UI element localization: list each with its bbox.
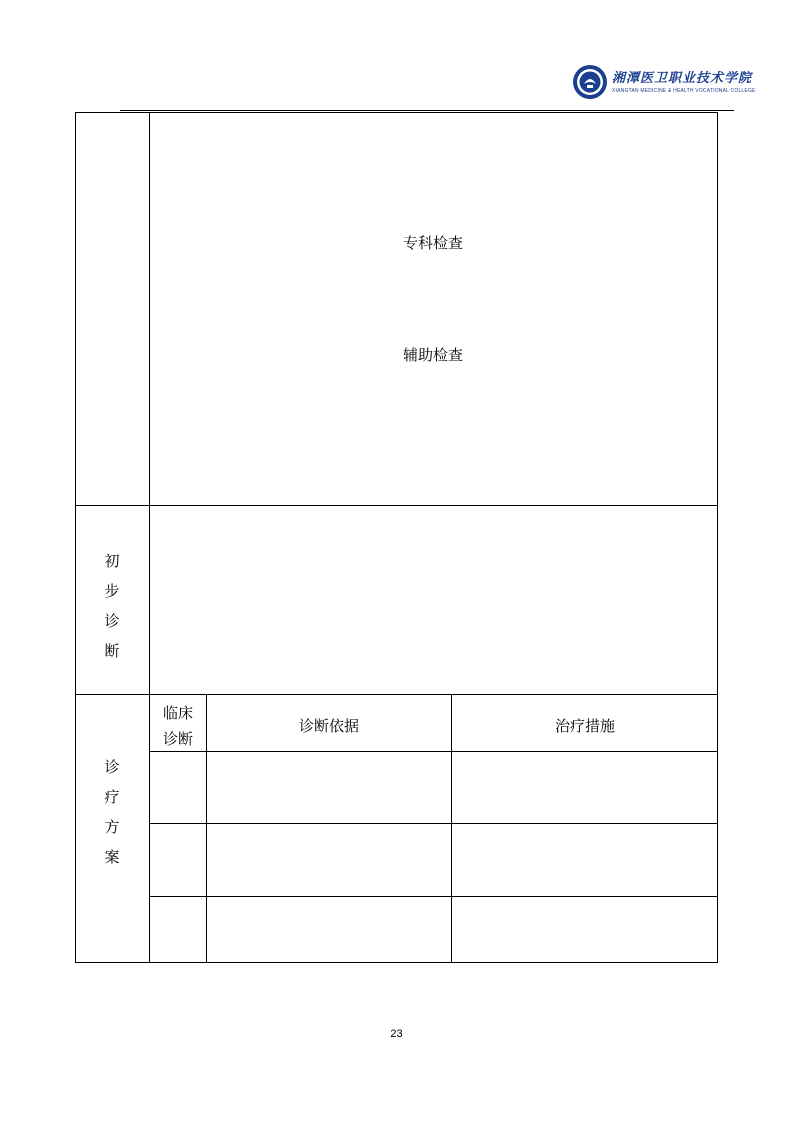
header-divider	[120, 110, 734, 111]
diagnosis-basis-header: 诊断依据	[298, 717, 360, 735]
preliminary-diagnosis-char-4: 断	[104, 642, 120, 660]
clinical-diagnosis-header-line1: 临床	[162, 704, 194, 722]
preliminary-diagnosis-char-3: 诊	[104, 612, 120, 630]
specialty-exam-heading: 专科检查	[402, 234, 464, 252]
treatment-measures-header: 治疗措施	[554, 717, 616, 735]
treatment-plan-char-2: 疗	[104, 788, 120, 806]
clinical-diagnosis-cell-2[interactable]	[150, 824, 206, 896]
page-number: 23	[390, 1028, 403, 1040]
preliminary-diagnosis-char-2: 步	[104, 582, 120, 600]
clinical-diagnosis-header-line2: 诊断	[162, 730, 194, 748]
college-logo	[572, 64, 756, 102]
treatment-plan-char-4: 案	[104, 848, 120, 866]
auxiliary-exam-heading: 辅助检查	[402, 346, 464, 364]
table-bottom-border	[75, 962, 718, 963]
row-divider-diagnosis	[75, 694, 718, 695]
diagnosis-basis-cell-3[interactable]	[207, 897, 451, 962]
preliminary-diagnosis-field[interactable]	[150, 506, 717, 694]
table-right-border	[717, 112, 718, 963]
treatment-plan-char-3: 方	[104, 818, 120, 836]
logo-english-name: XIANGTAN MEDICINE & HEALTH VOCATIONAL COLLEGE	[612, 88, 756, 94]
treatment-plan-char-1: 诊	[104, 758, 120, 776]
clinical-diagnosis-cell-3[interactable]	[150, 897, 206, 962]
college-emblem-icon	[572, 64, 608, 100]
diagnosis-basis-cell-2[interactable]	[207, 824, 451, 896]
exam-content-field[interactable]	[150, 113, 717, 505]
treatment-plan-label	[75, 752, 149, 872]
treatment-measures-cell-3[interactable]	[452, 897, 717, 962]
clinical-diagnosis-cell-1[interactable]	[150, 752, 206, 823]
treatment-measures-cell-2[interactable]	[452, 824, 717, 896]
logo-chinese-name: 湘潭医卫职业技术学院	[612, 71, 753, 86]
preliminary-diagnosis-char-1: 初	[104, 552, 120, 570]
diagnosis-basis-cell-1[interactable]	[207, 752, 451, 823]
preliminary-diagnosis-label	[75, 546, 149, 666]
treatment-measures-cell-1[interactable]	[452, 752, 717, 823]
